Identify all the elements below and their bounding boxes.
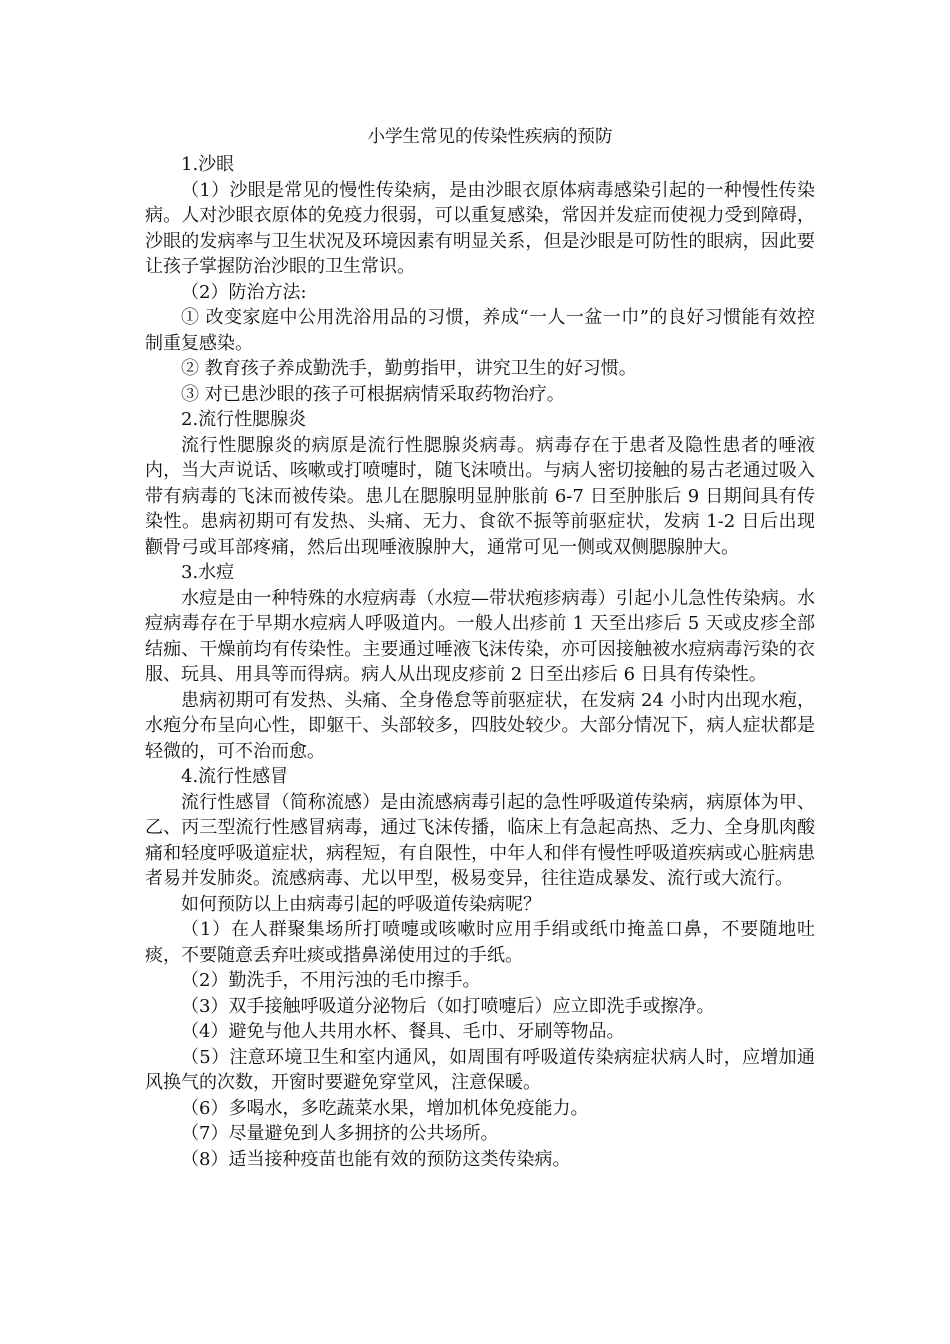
paragraph: 如何预防以上由病毒引起的呼吸道传染病呢？ bbox=[181, 893, 541, 915]
section-heading: 1.沙眼 bbox=[181, 154, 235, 175]
paragraph: ① 改变家庭中公用洗浴用品的习惯，养成“一人一盆一巾”的良好习惯能有效控制重复感染。 bbox=[145, 307, 815, 354]
list-item: （2）勤洗手，不用污浊的毛巾擦手。 bbox=[181, 970, 481, 991]
section-heading: 4.流行性感冒 bbox=[181, 766, 289, 787]
paragraph: ③ 对已患沙眼的孩子可根据病情采取药物治疗。 bbox=[181, 383, 565, 405]
document-page bbox=[145, 124, 815, 1172]
paragraph: 患病初期可有发热、头痛、全身倦怠等前驱症状，在发病 24 小时内出现水疱，水疱分布呈向心性，即躯干、头部较多，四肢处较少。大部分情况下，病人症状都是轻微的，可不治而愈。 bbox=[145, 689, 815, 762]
section-heading: 3.水痘 bbox=[181, 562, 235, 583]
list-item: （3）双手接触呼吸道分泌物后（如打喷嚏后）应立即洗手或擦净。 bbox=[181, 995, 715, 1017]
paragraph: ② 教育孩子养成勤洗手，勤剪指甲，讲究卫生的好习惯。 bbox=[181, 358, 637, 379]
section-heading: 2.流行性腮腺炎 bbox=[181, 409, 307, 430]
section-influenza bbox=[145, 764, 815, 1172]
section-mumps bbox=[145, 407, 815, 560]
paragraph: （2）防治方法: bbox=[181, 281, 307, 303]
section-chickenpox bbox=[145, 560, 815, 764]
paragraph: 水痘是由一种特殊的水痘病毒（水痘—带状疱疹病毒）引起小儿急性传染病。水痘病毒存在于早期水痘病人呼吸道内。一般人出疹前 1 天至出疹后 5 天或皮疹全部结痂、干燥前均有传染性。主要通过唾液飞沫传染，亦可因接触被水痘病毒污染的衣服、玩具、用具等而得病。病人从出现皮疹前 2 日至出疹后 6 日具有传染性。 bbox=[145, 587, 815, 685]
list-item: （6）多喝水，多吃蔬菜水果，增加机体免疫能力。 bbox=[181, 1097, 589, 1119]
section-trachoma bbox=[145, 152, 815, 407]
paragraph: 流行性感冒（简称流感）是由流感病毒引起的急性呼吸道传染病，病原体为甲、乙、丙三型流行性感冒病毒，通过飞沫传播，临床上有急起高热、乏力、全身肌肉酸痛和轻度呼吸道症状，病程短，有自限性，中年人和伴有慢性呼吸道疾病或心脏病患者易并发肺炎。流感病毒、尤以甲型，极易变异，往往造成暴发、流行或大流行。 bbox=[145, 791, 815, 889]
list-item: （7）尽量避免到人多拥挤的公共场所。 bbox=[181, 1123, 499, 1144]
paragraph: （1）沙眼是常见的慢性传染病，是由沙眼衣原体病毒感染引起的一种慢性传染病。人对沙眼衣原体的免疫力很弱，可以重复感染，常因并发症而使视力受到障碍，沙眼的发病率与卫生状况及环境因素有明显关系，但是沙眼是可防性的眼病，因此要让孩子掌握防治沙眼的卫生常识。 bbox=[145, 179, 815, 277]
list-item: （8）适当接种疫苗也能有效的预防这类传染病。 bbox=[181, 1148, 571, 1170]
list-item: （4）避免与他人共用水杯、餐具、毛巾、牙刷等物品。 bbox=[181, 1021, 625, 1042]
paragraph: 流行性腮腺炎的病原是流行性腮腺炎病毒。病毒存在于患者及隐性患者的唾液内，当大声说话、咳嗽或打喷嚏时，随飞沫喷出。与病人密切接触的易古老通过吸入带有病毒的飞沫而被传染。患儿在腮腺明显肿胀前 6-7 日至肿胀后 9 日期间具有传染性。患病初期可有发热、头痛、无力、食欲不振等前驱症状，发病 1-2 日后出现颧骨弓或耳部疼痛，然后出现唾液腺肿大，通常可见一侧或双侧腮腺肿大。 bbox=[145, 434, 815, 558]
list-item: （5）注意环境卫生和室内通风，如周围有呼吸道传染病症状病人时，应增加通风换气的次数，开窗时要避免穿堂风，注意保暖。 bbox=[145, 1046, 815, 1093]
document-title: 小学生常见的传染性疾病的预防 bbox=[367, 127, 613, 147]
list-item: （1）在人群聚集场所打喷嚏或咳嗽时应用手绢或纸巾掩盖口鼻，不要随地吐痰，不要随意丢弃吐痰或揩鼻涕使用过的手纸。 bbox=[145, 919, 815, 966]
